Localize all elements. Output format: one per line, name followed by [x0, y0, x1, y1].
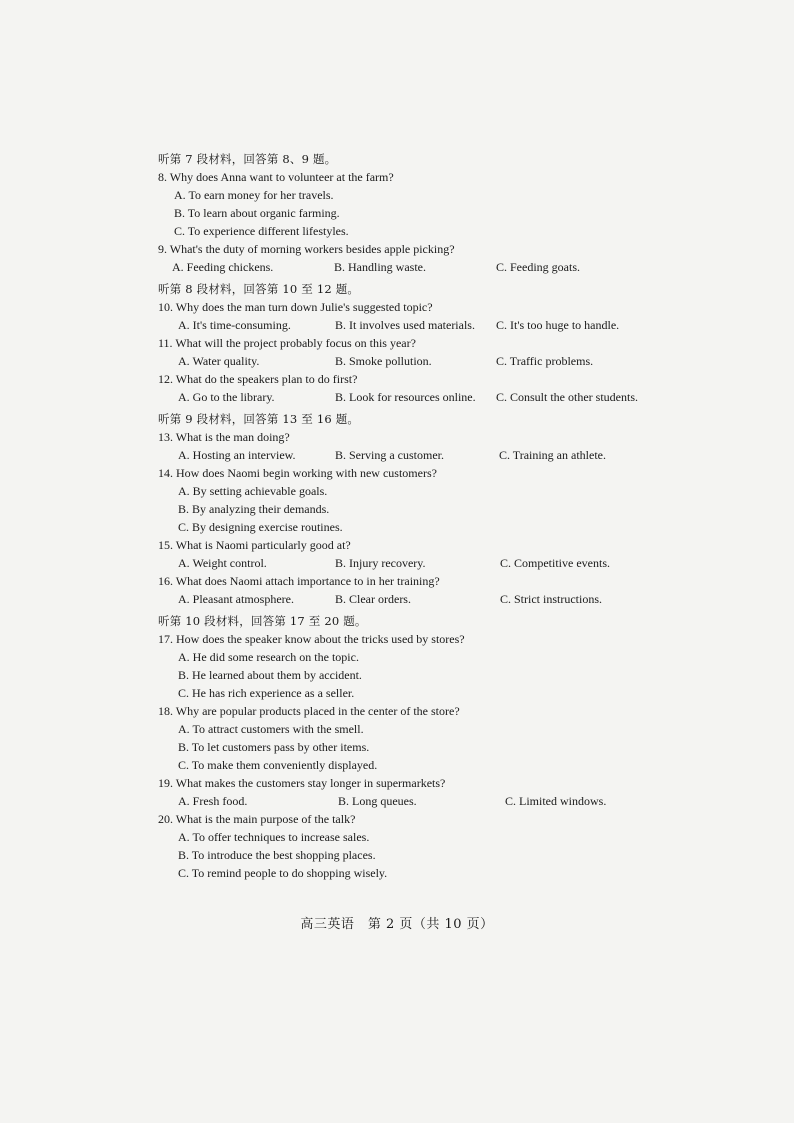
- option-row: [158, 792, 658, 810]
- option: B. By analyzing their demands.: [178, 502, 330, 516]
- option-row: [158, 316, 658, 334]
- option: C. Consult the other students.: [496, 390, 638, 404]
- option: B. To let customers pass by other items.: [178, 740, 370, 754]
- option: B. Clear orders.: [335, 592, 411, 606]
- question-stem: 19. What makes the customers stay longer in supermarkets?: [158, 776, 446, 790]
- page-footer: 高三英语 第 2 页（共 10 页）: [300, 917, 494, 932]
- section-heading: 听第 9 段材料，回答第 13 至 16 题。: [158, 412, 360, 426]
- question-list: [158, 150, 658, 882]
- option: C. Strict instructions.: [500, 592, 602, 606]
- question-stem: 17. How does the speaker know about the tricks used by stores?: [158, 632, 465, 646]
- option: C. To make them conveniently displayed.: [178, 758, 378, 772]
- option: A. To attract customers with the smell.: [178, 722, 364, 736]
- section-heading: 听第 7 段材料，回答第 8、9 题。: [158, 152, 337, 166]
- option: A. By setting achievable goals.: [178, 484, 328, 498]
- option: B. Look for resources online.: [335, 390, 476, 404]
- option: A. He did some research on the topic.: [178, 650, 359, 664]
- question-stem: 9. What's the duty of morning workers besides apple picking?: [158, 242, 455, 256]
- option: C. Training an athlete.: [499, 448, 606, 462]
- option: B. He learned about them by accident.: [178, 668, 362, 682]
- question-stem: 20. What is the main purpose of the talk?: [158, 812, 356, 826]
- option: B. Smoke pollution.: [335, 354, 432, 368]
- question-stem: 13. What is the man doing?: [158, 430, 290, 444]
- option: B. Handling waste.: [334, 260, 426, 274]
- question-stem: 18. Why are popular products placed in the center of the store?: [158, 704, 460, 718]
- option: A. Weight control.: [178, 556, 267, 570]
- option-row: [158, 352, 658, 370]
- option: B. To learn about organic farming.: [174, 206, 340, 220]
- option: B. It involves used materials.: [335, 318, 475, 332]
- option: C. To experience different lifestyles.: [174, 224, 349, 238]
- option: C. Limited windows.: [505, 794, 607, 808]
- option: C. Traffic problems.: [496, 354, 594, 368]
- option: A. Pleasant atmosphere.: [178, 592, 294, 606]
- question-stem: 12. What do the speakers plan to do first?: [158, 372, 358, 386]
- option: B. To introduce the best shopping places.: [178, 848, 376, 862]
- option: C. To remind people to do shopping wisely.: [178, 866, 388, 880]
- option: C. Feeding goats.: [496, 260, 580, 274]
- option-row: [158, 590, 658, 608]
- option: B. Serving a customer.: [335, 448, 444, 462]
- option: B. Injury recovery.: [335, 556, 426, 570]
- option-row: [158, 258, 658, 276]
- option: A. Fresh food.: [178, 794, 248, 808]
- option: A. To earn money for her travels.: [174, 188, 334, 202]
- option: A. Feeding chickens.: [172, 260, 274, 274]
- option: A. Hosting an interview.: [178, 448, 296, 462]
- option-row: [158, 446, 658, 464]
- option: C. Competitive events.: [500, 556, 610, 570]
- question-stem: 14. How does Naomi begin working with new customers?: [158, 466, 437, 480]
- option-row: [158, 554, 658, 572]
- option: A. It's time-consuming.: [178, 318, 291, 332]
- question-stem: 10. Why does the man turn down Julie's suggested topic?: [158, 300, 433, 314]
- question-stem: 16. What does Naomi attach importance to in her training?: [158, 574, 440, 588]
- option: C. It's too huge to handle.: [496, 318, 620, 332]
- section-heading: 听第 10 段材料，回答第 17 至 20 题。: [158, 614, 367, 628]
- option: C. By designing exercise routines.: [178, 520, 343, 534]
- option: A. Go to the library.: [178, 390, 275, 404]
- question-stem: 15. What is Naomi particularly good at?: [158, 538, 351, 552]
- option: C. He has rich experience as a seller.: [178, 686, 355, 700]
- option-row: [158, 388, 658, 406]
- option: B. Long queues.: [338, 794, 417, 808]
- question-stem: 8. Why does Anna want to volunteer at the farm?: [158, 170, 394, 184]
- question-stem: 11. What will the project probably focus on this year?: [158, 336, 416, 350]
- section-heading: 听第 8 段材料，回答第 10 至 12 题。: [158, 282, 360, 296]
- option: A. Water quality.: [178, 354, 260, 368]
- option: A. To offer techniques to increase sales.: [178, 830, 370, 844]
